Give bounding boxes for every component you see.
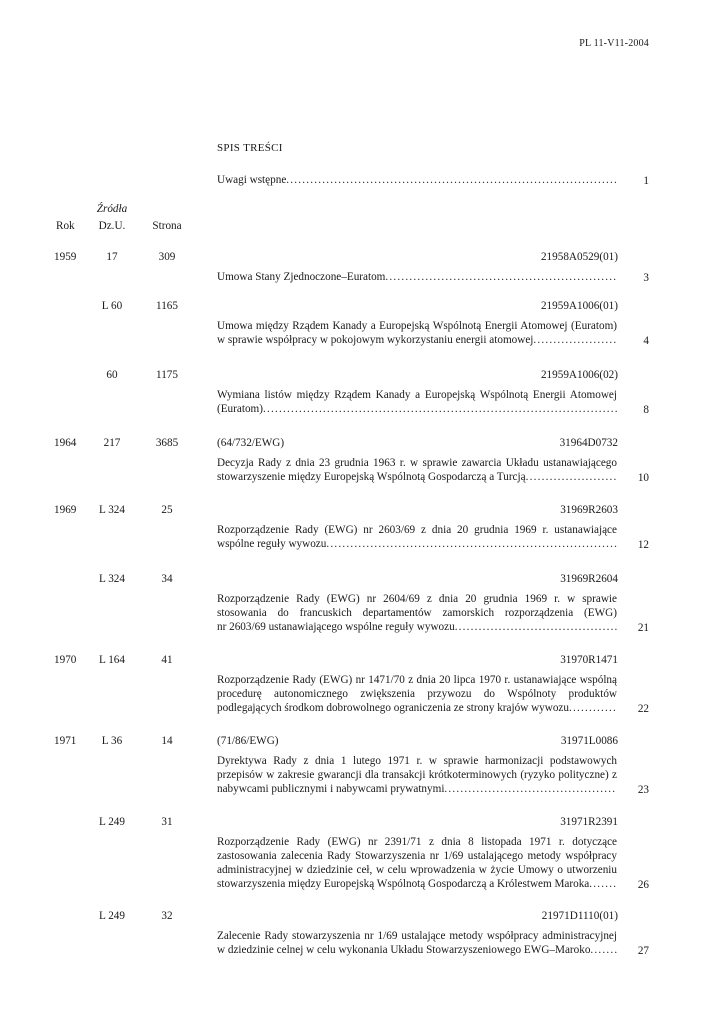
entry-dzu: L 324 [99, 504, 125, 516]
entry-celex: 31971L0086 [560, 735, 618, 747]
description-line: Zalecenie Rady stowarzyszenia nr 1/69 ustalające metody współpracy administracyjnej [217, 930, 617, 942]
entry-page: 23 [637, 784, 649, 796]
document-reference: PL 11-V11-2004 [579, 38, 649, 49]
entry-description[interactable] [217, 673, 617, 715]
entry-dzu: 17 [106, 251, 118, 263]
intro-label: Uwagi wstępne [217, 174, 287, 186]
leader-dots [444, 782, 617, 796]
description-line: Rozporządzenie Rady (EWG) nr 1471/70 z dnia 20 lipca 1970 r. ustanawiające wspólną [217, 674, 617, 686]
entry-strona: 31 [161, 816, 173, 828]
entry-year: 1971 [54, 735, 77, 747]
entry-page: 22 [637, 703, 649, 715]
entry-ref: (64/732/EWG) [217, 437, 285, 449]
leader-dots [326, 537, 617, 551]
leader-dots [385, 270, 617, 284]
description-text: stowarzyszenia między Europejską Wspólnotą Gospodarczą a Królestwem Maroka [217, 878, 590, 890]
entry-celex: 21971D1110(01) [541, 910, 618, 922]
entry-celex: 31964D0732 [559, 437, 618, 449]
entry-celex: 31969R2603 [560, 504, 618, 516]
leader-dots [455, 620, 617, 634]
entry-page: 26 [637, 879, 649, 891]
col-head-strona: Strona [152, 220, 182, 232]
toc-title: SPIS TREŚCI [217, 142, 283, 154]
entry-celex: 31970R1471 [560, 654, 618, 666]
entry-description[interactable] [217, 456, 617, 484]
description-text: podlegających środkom dobrowolnego ograniczenia ze strony krajów wywozu [217, 702, 569, 714]
entry-description[interactable] [217, 319, 617, 347]
entry-strona: 14 [161, 735, 173, 747]
col-head-dzu: Dz.U. [98, 220, 126, 232]
description-line [217, 537, 617, 551]
description-line: Decyzja Rady z dnia 23 grudnia 1963 r. w sprawie zawarcia Układu ustanawiającego [217, 457, 617, 469]
entry-strona: 32 [161, 910, 173, 922]
entry-page: 12 [637, 539, 649, 551]
intro-entry[interactable] [217, 173, 617, 187]
description-text: Umowa Stany Zjednoczone–Euratom [217, 271, 386, 283]
intro-page: 1 [643, 175, 649, 187]
entry-celex: 21959A1006(01) [540, 300, 618, 312]
entry-description[interactable] [217, 388, 617, 416]
entry-celex: 21958A0529(01) [540, 251, 618, 263]
entry-celex: 21959A1006(02) [540, 369, 618, 381]
description-line [217, 402, 617, 416]
leader-dots [286, 173, 617, 187]
entry-strona: 309 [158, 251, 176, 263]
description-line: Rozporządzenie Rady (EWG) nr 2604/69 z dnia 20 grudnia 1969 r. w sprawie [217, 593, 617, 605]
description-line [217, 470, 617, 484]
leader-dots [590, 943, 617, 957]
entry-page: 4 [643, 335, 649, 347]
entry-dzu: 60 [106, 369, 118, 381]
entry-strona: 1175 [156, 369, 178, 381]
entry-dzu: 217 [103, 437, 121, 449]
description-text: wspólne reguły wywozu [217, 538, 327, 550]
description-line: zastosowania zalecenia Rady Stowarzyszenia nr 1/69 ustalającego metody współpracy [217, 850, 617, 862]
leader-dots [589, 877, 617, 891]
entry-dzu: L 324 [99, 573, 125, 585]
entry-year: 1969 [54, 504, 77, 516]
description-line [217, 943, 617, 957]
entry-page: 3 [643, 272, 649, 284]
leader-dots [263, 402, 617, 416]
entry-year: 1970 [54, 654, 77, 666]
description-line: stosowania do francuskich departamentów zamorskich rozporządzenia (EWG) [217, 607, 617, 619]
entry-strona: 3685 [155, 437, 179, 449]
description-line [217, 701, 617, 715]
entry-strona: 25 [161, 504, 173, 516]
entry-page: 10 [637, 472, 649, 484]
entry-description[interactable] [217, 835, 617, 891]
description-text: w sprawie współpracy w pokojowym wykorzystaniu energii atomowej [217, 334, 534, 346]
leader-dots [533, 333, 617, 347]
description-line [217, 333, 617, 347]
entry-strona: 41 [161, 654, 173, 666]
description-text: stowarzyszenie między Europejską Wspólnotą Gospodarczą a Turcją [217, 471, 526, 483]
entry-dzu: L 60 [101, 300, 123, 312]
entry-strona: 1165 [156, 300, 178, 312]
description-line [217, 782, 617, 796]
entry-description[interactable] [217, 754, 617, 796]
description-line [217, 620, 617, 634]
col-head-zrodla: Źródła [96, 203, 128, 215]
entry-description[interactable] [217, 929, 617, 957]
description-text: nabywcami publicznymi i nabywcami prywatnymi [217, 783, 445, 795]
entry-strona: 34 [161, 573, 173, 585]
entry-page: 21 [637, 622, 649, 634]
description-text: (Euratom) [217, 403, 263, 415]
description-line: Rozporządzenie Rady (EWG) nr 2391/71 z dnia 8 listopada 1971 r. dotyczące [217, 836, 617, 848]
description-line: procedurę autonomicznego zwiększenia przywozu do Wspólnoty produktów [217, 688, 617, 700]
description-line: Wymiana listów między Rządem Kanady a Europejską Wspólnotą Energii Atomowej [217, 389, 617, 401]
entry-dzu: L 164 [99, 654, 125, 666]
entry-description[interactable] [217, 523, 617, 551]
description-line [217, 877, 617, 891]
entry-year: 1959 [54, 251, 77, 263]
description-line [217, 270, 617, 284]
entry-page: 8 [643, 404, 649, 416]
entry-description[interactable] [217, 592, 617, 634]
entry-ref: (71/86/EWG) [217, 735, 279, 747]
entry-dzu: L 249 [99, 816, 125, 828]
description-line: Umowa między Rządem Kanady a Europejską Wspólnotą Energii Atomowej (Euratom) [217, 320, 617, 332]
entry-celex: 31969R2604 [560, 573, 618, 585]
entry-description[interactable] [217, 270, 617, 284]
col-head-rok: Rok [56, 220, 75, 232]
description-text: nr 2603/69 ustanawiającego wspólne reguły wywozu [217, 621, 455, 633]
entry-year: 1964 [54, 437, 77, 449]
description-line: administracyjnej w dziedzinie ceł, w celu wprowadzenia w życie Umowy o utworzeniu [217, 864, 617, 876]
leader-dots [526, 470, 617, 484]
description-line: Rozporządzenie Rady (EWG) nr 2603/69 z dnia 20 grudnia 1969 r. ustanawiające [217, 524, 617, 536]
entry-page: 27 [637, 945, 649, 957]
description-text: w dziedzinie celnej w celu wykonania Układu Stowarzyszeniowego EWG–Maroko [217, 944, 591, 956]
leader-dots [569, 701, 617, 715]
description-line: przepisów w zakresie gwarancji dla transakcji krótkoterminowych (ryzyko polityczne) z [217, 769, 617, 781]
entry-dzu: L 36 [101, 735, 123, 747]
entry-celex: 31971R2391 [560, 816, 618, 828]
description-line: Dyrektywa Rady z dnia 1 lutego 1971 r. w sprawie harmonizacji podstawowych [217, 755, 617, 767]
entry-dzu: L 249 [99, 910, 125, 922]
